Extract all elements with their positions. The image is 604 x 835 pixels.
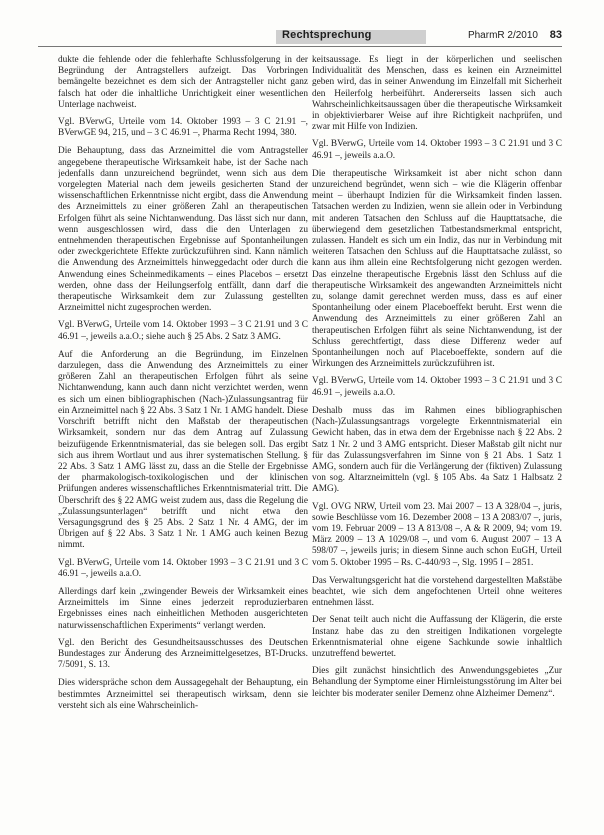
paragraph: Die Behauptung, dass das Arzneimittel die vom Antragsteller angegebene therapeutische Wirksamkeit habe, ist der Sache nach jedenfalls dann unzureichend begründet, wenn sich aus dem vorgelegten Material nach dem jeweils gesicherten Stand der wissenschaftlichen Erkenntnisse nicht ergibt, dass die Anwendung des Arzneimittels zu einer größeren Zahl an therapeutischen Erfolgen führt als seine Nichtanwendung. Das lässt sich nur dann, wenn ausgeschlossen wird, dass die den Unterlagen zu entnehmenden therapeutischen Ergebnisse auf Spontanheilungen oder zweckgerichtete Effekte zurückzuführen sind. Kann nämlich die Anwendung des Arzneimittels hinweggedacht oder durch die Anwendung eines Scheinmedikaments – eines Placebos – ersetzt werden, ohne dass der Heilungserfolg entfällt, dann darf die therapeutische Wirksamkeit dem zur Zulassung gestellten Arzneimittel nicht zugesprochen werden.	[58, 146, 308, 314]
paragraph: Das Verwaltungsgericht hat die vorstehend dargestellten Maßstäbe beachtet, wie sich dem angefochtenen Urteil ohne weiteres entnehmen lässt.	[312, 575, 562, 609]
paragraph: Dies widerspräche schon dem Aussagegehalt der Behauptung, ein bestimmtes Arzneimittel sei therapeutisch wirksam, denn sie versteht sich als eine Wahrscheinlich-	[58, 678, 308, 711]
paragraph: Der Senat teilt auch nicht die Auffassung der Klägerin, die erste Instanz habe das zu den streitigen Indikationen vorgelegte Erkenntnismaterial ohne eigene Sachkunde sowie inhaltlich unzutreffend bewertet.	[312, 615, 562, 659]
page-number: 83	[549, 29, 562, 41]
section-title: Rechtsprechung	[282, 29, 372, 41]
citation: Vgl. den Bericht des Gesundheitsausschusses des Deutschen Bundestages zur Änderung des Arzneimittelgesetzes, BT-Drucks. 7/5091, S. 13.	[58, 637, 308, 671]
paragraph: Die therapeutische Wirksamkeit ist aber nicht schon dann unzureichend begründet, wenn sich – wie die Klägerin offenbar meint – überhaupt Indizien für die Wirksamkeit finden lassen. Tatsachen werden zu Indizien, wenn sie allein oder in Verbindung mit anderen Tatsachen den Schluss auf die Haupttatsache, die überwiegend dem gesetzlichen Tatbestandsmerkmal entspricht, zulassen. Handelt es sich um ein Indiz, das nur in Verbindung mit weiteren Tatsachen den Schluss auf die Haupttatsache zulässt, so kann aus ihm allein eine Rechtsfolgerung nicht gezogen werden. Das einzelne therapeutische Ergebnis lässt den Schluss auf die therapeutische Wirksamkeit des angewandten Arzneimittels nicht zu, solange damit gerechnet werden muss, dass es auf einer Spontanheilung oder einem Placeboeffekt beruht. Erst wenn die Anwendung des Arzneimittels zu einer größeren Zahl an therapeutischen Erfolgen führt als seine Nichtanwendung, ist der Schluss gerechtfertigt, dass diese Differenz weder auf Spontanheilungen noch auf Placeboeffekte, sondern auf die Wirkungen des Arzneimittels zurückzuführen ist.	[312, 168, 562, 370]
header-rule	[38, 46, 562, 47]
citation: Vgl. BVerwG, Urteile vom 14. Oktober 1993 – 3 C 21.91 und 3 C 46.91 –, jeweils a.a.O.	[312, 376, 562, 398]
left-column	[58, 55, 308, 830]
paragraph: Dies gilt zunächst hinsichtlich des Anwendungsgebietes „Zur Behandlung der Symptome einer Hirnleistungsstörung im Alter bei leichter bis moderater seniler Demenz ohne Alzheimer Demenz“.	[312, 666, 562, 699]
citation: Vgl. BVerwG, Urteile vom 14. Oktober 1993 – 3 C 21.91 und 3 C 46.91 –, jeweils a.a.O.	[58, 557, 308, 579]
citation: Vgl. BVerwG, Urteile vom 14. Oktober 1993 – 3 C 21.91 –, BVerwGE 94, 215, und – 3 C 46.91 –, Pharma Recht 1994, 380.	[58, 117, 308, 139]
paragraph: Deshalb muss das im Rahmen eines bibliographischen (Nach-)Zulassungsantrags vorgelegte Erkenntnismaterial ein Gewicht haben, das in etwa dem der Ergebnisse nach § 22 Abs. 2 Satz 1 Nr. 2 und 3 AMG entspricht. Dieser Maßstab gilt nicht nur für das Zulassungsverfahren im Sinne von § 21 Abs. 1 Satz 1 AMG, sondern auch für die Verlängerung der (fiktiven) Zulassung von sog. Altarzneimitteln (vgl. § 105 Abs. 4a Satz 1 Halbsatz 2 AMG).	[312, 405, 562, 495]
citation: Vgl. BVerwG, Urteile vom 14. Oktober 1993 – 3 C 21.91 und 3 C 46.91 –, jeweils a.a.O.; siehe auch § 25 Abs. 2 Satz 3 AMG.	[58, 320, 308, 342]
page-header	[38, 0, 562, 48]
citation: Vgl. BVerwG, Urteile vom 14. Oktober 1993 – 3 C 21.91 und 3 C 46.91 –, jeweils a.a.O.	[312, 139, 562, 161]
citation: Vgl. OVG NRW, Urteil vom 23. Mai 2007 – 13 A 328/04 –, juris, sowie Beschlüsse vom 16. Dezember 2008 – 13 A 2083/07 –, juris, vom 19. Februar 2009 – 13 A 813/08 –, A & R 2009, 94; vom 19. März 2009 – 13 A 1029/08 –, und vom 6. August 2007 – 13 A 598/07 –, jeweils juris; in diesem Sinne auch schon EuGH, Urteil vom 5. Oktober 1995 – Rs. C-440/93 –, Slg. 1995 I – 2851.	[312, 501, 562, 568]
paragraph: keitsaussage. Es liegt in der körperlichen und seelischen Individualität des Menschen, dass es keinen ein Arzneimittel geben wird, das in seiner Anwendung im Einzelfall mit Sicherheit den Heilerfolg herbeiführt. Andererseits lassen sich auch Wahrscheinlichkeitsaussagen über die therapeutische Wirksamkeit in objektivierbarer Weise auf ihre Richtigkeit nachprüfen, und zwar mit Hilfe von Indizien.	[312, 55, 562, 133]
paragraph: Allerdings darf kein „zwingender Beweis der Wirksamkeit eines Arzneimittels im Sinne eines jederzeit reproduzierbaren Ergebnisses eines nach einheitlichen Methoden ausgerichteten naturwissenschaftlichen Experiments“ verlangt werden.	[58, 586, 308, 631]
right-column	[312, 55, 562, 830]
journal-issue: PharmR 2/2010	[467, 30, 538, 41]
paragraph: Auf die Anforderung an die Begründung, im Einzelnen darzulegen, dass die Anwendung des Arzneimittels zu einer größeren Zahl an therapeutischen Erfolgen führt als seine Nichtanwendung, kann auch dann nicht verzichtet werden, wenn es sich um einen bibliographischen (Nach-)Zulassungsantrag für ein Arzneimittel nach § 22 Abs. 3 Satz 1 Nr. 1 AMG handelt. Diese Vorschrift betrifft nicht den Maßstab der therapeutischen Wirksamkeit, sondern nur das dem Antrag auf Zulassung beizufügende Erkenntnismaterial, das sie belegen soll. Das ergibt sich aus ihrem Wortlaut und aus ihrer systematischen Stellung. § 22 Abs. 3 Satz 1 AMG lässt zu, dass an die Stelle der Ergebnisse der pharmakologisch-toxikologischen und der klinischen Prüfungen anderes wissenschaftliches Erkenntnismaterial tritt. Die Überschrift des § 22 AMG weist zudem aus, dass die Regelung die „Zulassungsunterlagen“ betrifft und nicht etwa den Versagungsgrund des § 25 Abs. 2 Satz 1 Nr. 4 AMG, der im Übrigen auf § 22 Abs. 3 Satz 1 Nr. 1 AMG auch keinen Bezug nimmt.	[58, 349, 308, 551]
paragraph: dukte die fehlende oder die fehlerhafte Schlussfolgerung in der Begründung der Antragstellers aufzeigt. Das Vorbringen bemängelte bezeichnet es dem sich der Antragsteller nicht ganz falsch hat oder die inhaltliche Unrichtigkeit einer wesentlichen Unterlage nachweist.	[58, 55, 308, 110]
